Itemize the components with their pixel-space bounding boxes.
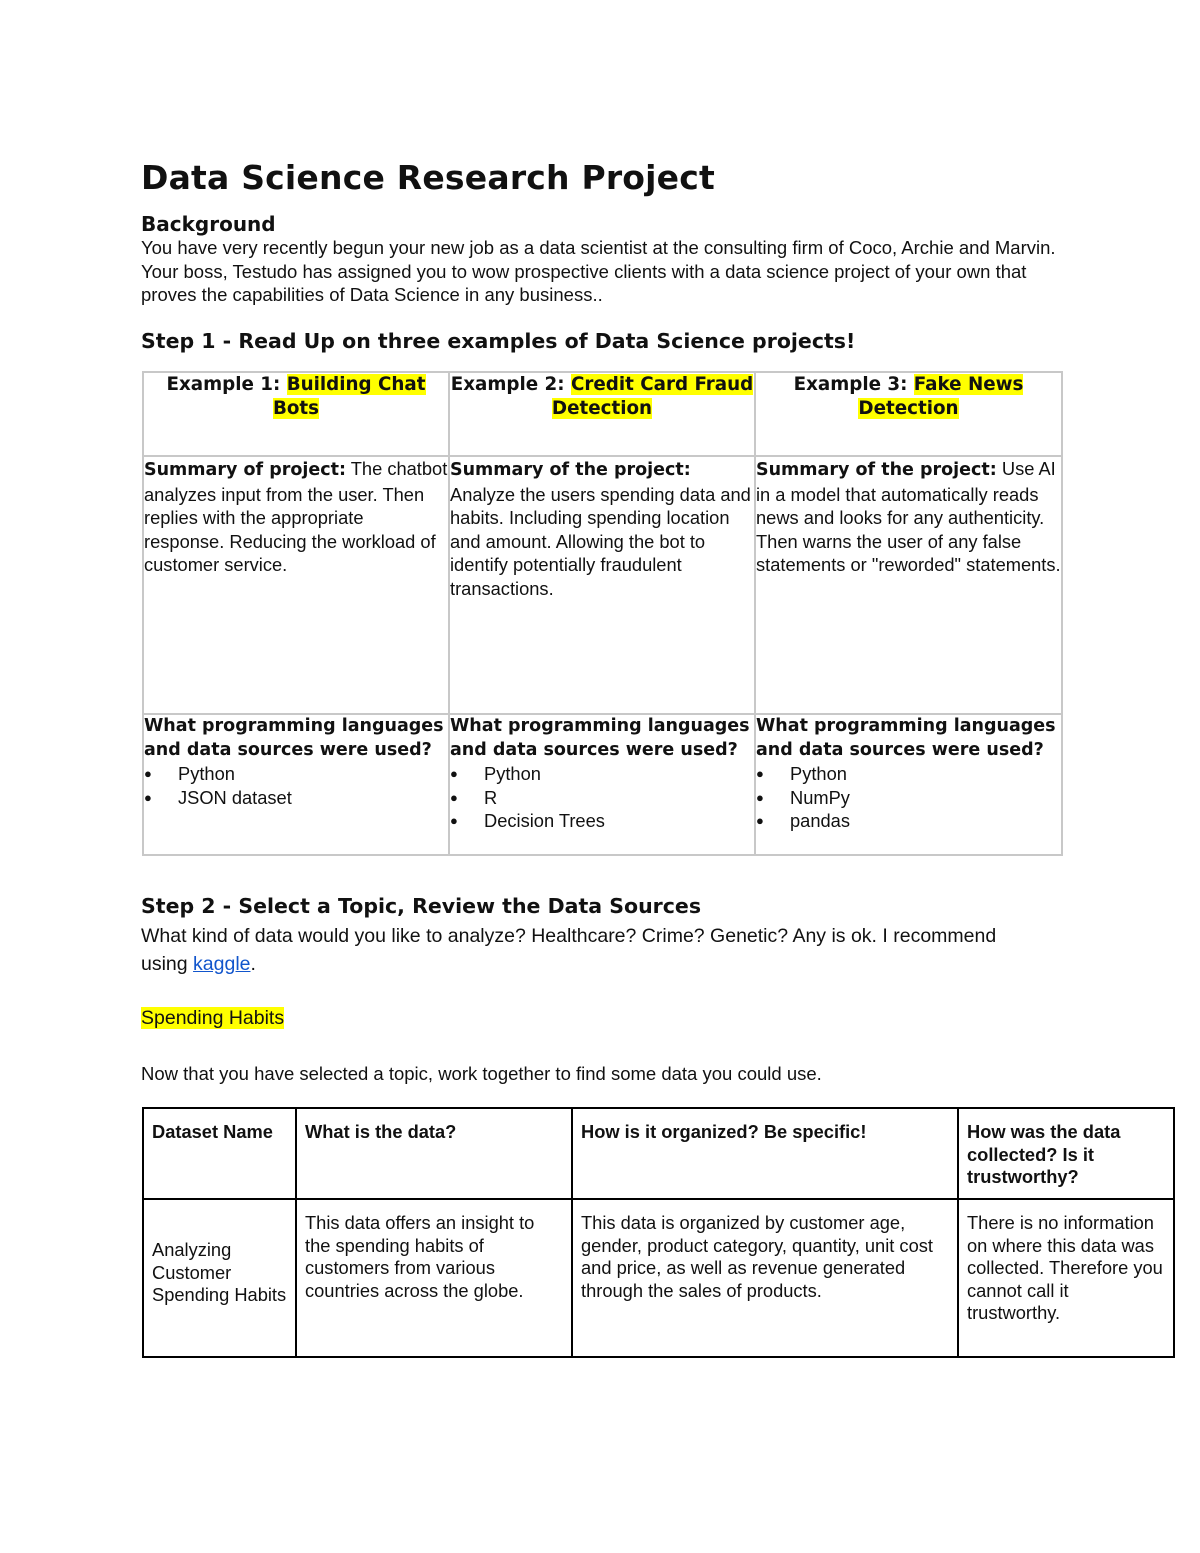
languages-label: What programming languages and data sources were used? bbox=[144, 716, 444, 760]
summary-label: Summary of project: bbox=[144, 460, 346, 480]
example-name: Building Chat Bots bbox=[272, 374, 426, 419]
examples-table bbox=[142, 371, 1063, 856]
example-2-header bbox=[449, 372, 755, 456]
step1-heading: Step 1 - Read Up on three examples of Data Science projects! bbox=[141, 329, 856, 353]
dataset-table bbox=[142, 1107, 1175, 1358]
header-how-collected: How was the data collected? Is it trustworthy? bbox=[958, 1108, 1174, 1199]
summary-text: The chatbot analyzes input from the user. Then replies with the appropriate response. Reducing the workload of customer service. bbox=[144, 458, 448, 575]
example-name: Credit Card Fraud Detection bbox=[551, 374, 754, 419]
languages-list bbox=[144, 762, 448, 809]
list-item: ● R bbox=[450, 786, 754, 810]
list-item: ● pandas bbox=[756, 809, 1061, 833]
languages-list bbox=[450, 762, 754, 833]
example-label: Example 2: bbox=[450, 374, 571, 395]
kaggle-link[interactable]: kaggle bbox=[193, 953, 251, 975]
example-name: Fake News Detection bbox=[858, 374, 1024, 419]
examples-languages-row bbox=[143, 714, 1062, 855]
header-what-is-data: What is the data? bbox=[296, 1108, 572, 1199]
summary-label: Summary of the project: bbox=[450, 460, 691, 480]
step2-text bbox=[141, 922, 1041, 978]
step2-text-after: . bbox=[250, 953, 256, 975]
example-2-summary bbox=[449, 456, 755, 714]
example-label: Example 3: bbox=[793, 374, 914, 395]
topic-text: Spending Habits bbox=[141, 1007, 285, 1029]
background-heading: Background bbox=[141, 212, 276, 236]
header-how-organized: How is it organized? Be specific! bbox=[572, 1108, 958, 1199]
cell-what-is-data: This data offers an insight to the spending habits of customers from various countries across the globe. bbox=[296, 1199, 572, 1357]
example-3-header bbox=[755, 372, 1062, 456]
examples-header-row bbox=[143, 372, 1062, 456]
step2-text-before: What kind of data would you like to analyze? Healthcare? Crime? Genetic? Any is ok. I recommend using bbox=[141, 925, 997, 975]
list-item: ● Python bbox=[756, 762, 1061, 786]
example-label: Example 1: bbox=[166, 374, 287, 395]
summary-text: Use AI in a model that automatically reads news and looks for any authenticity. Then warns the user of any false statements or "reworded" statements. bbox=[756, 458, 1061, 575]
summary-label: Summary of the project: bbox=[756, 460, 997, 480]
example-1-summary bbox=[143, 456, 449, 714]
table-row bbox=[143, 1199, 1174, 1357]
cell-dataset-name: Analyzing Customer Spending Habits bbox=[143, 1199, 296, 1357]
example-3-languages bbox=[755, 714, 1062, 855]
list-item: ● JSON dataset bbox=[144, 786, 448, 810]
list-item: ● Python bbox=[144, 762, 448, 786]
page-title: Data Science Research Project bbox=[141, 158, 716, 197]
summary-text: Analyze the users spending data and habits. Including spending location and amount. Allowing the bot to identify potentially fraudulent transactions. bbox=[450, 483, 751, 599]
background-text: You have very recently begun your new job as a data scientist at the consulting firm of Coco, Archie and Marvin. Your boss, Testudo has assigned you to wow prospective clients with a data science project of your own that proves the capabilities of Data Science in any business.. bbox=[141, 237, 1056, 305]
languages-label: What programming languages and data sources were used? bbox=[450, 716, 750, 760]
selected-topic bbox=[141, 1006, 284, 1031]
languages-list bbox=[756, 762, 1061, 833]
cell-how-organized: This data is organized by customer age, gender, product category, quantity, unit cost and price, as well as revenue generated through the sales of products. bbox=[572, 1199, 958, 1357]
example-1-languages bbox=[143, 714, 449, 855]
header-dataset-name: Dataset Name bbox=[143, 1108, 296, 1199]
cell-how-collected: There is no information on where this data was collected. Therefore you cannot call it trustworthy. bbox=[958, 1199, 1174, 1357]
languages-label: What programming languages and data sources were used? bbox=[756, 716, 1056, 760]
list-item: ● Decision Trees bbox=[450, 809, 754, 833]
examples-summary-row bbox=[143, 456, 1062, 714]
list-item: ● Python bbox=[450, 762, 754, 786]
list-item: ● NumPy bbox=[756, 786, 1061, 810]
step2-heading: Step 2 - Select a Topic, Review the Data Sources bbox=[141, 894, 702, 918]
instruction-text: Now that you have selected a topic, work together to find some data you could use. bbox=[141, 1063, 822, 1084]
example-2-languages bbox=[449, 714, 755, 855]
dataset-header-row bbox=[143, 1108, 1174, 1199]
example-3-summary bbox=[755, 456, 1062, 714]
example-1-header bbox=[143, 372, 449, 456]
